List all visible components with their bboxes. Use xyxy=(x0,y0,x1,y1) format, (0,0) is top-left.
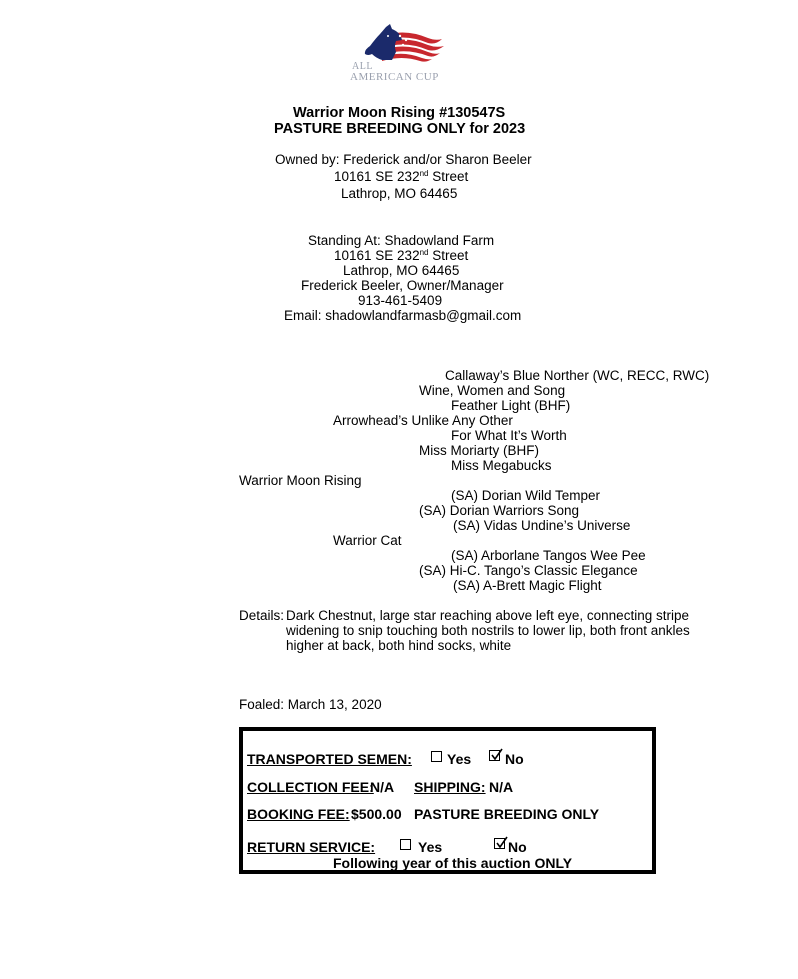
pedigree-sire-dam-dam: Miss Megabucks xyxy=(451,458,552,473)
pedigree-dam-dam-dam: (SA) A-Brett Magic Flight xyxy=(453,578,602,593)
owner-label: Owned by: Frederick and/or Sharon Beeler xyxy=(275,152,532,167)
return-yes-checkbox[interactable] xyxy=(400,839,411,850)
owner-street: 10161 SE 232nd Street xyxy=(334,169,469,184)
foaled-date: Foaled: March 13, 2020 xyxy=(239,697,382,712)
transported-no-checkbox[interactable] xyxy=(489,750,500,761)
pedigree-dam-dam-sire: (SA) Arborlane Tangos Wee Pee xyxy=(451,548,646,563)
details-line-2: widening to snip touching both nostrils to lower lip, both front ankles xyxy=(286,623,690,638)
horse-title: Warrior Moon Rising #130547S xyxy=(293,105,506,121)
pedigree-sire: Arrowhead’s Unlike Any Other xyxy=(333,413,513,428)
pedigree-sire-sire: Wine, Women and Song xyxy=(419,383,566,398)
pedigree-dam-dam: (SA) Hi-C. Tango’s Classic Elegance xyxy=(419,563,638,578)
standing-city: Lathrop, MO 64465 xyxy=(343,263,460,278)
logo-line-american-cup: AMERICAN CUP xyxy=(350,71,439,83)
return-no-label: No xyxy=(508,839,527,855)
standing-manager: Frederick Beeler, Owner/Manager xyxy=(301,278,504,293)
transported-yes-checkbox[interactable] xyxy=(431,751,442,762)
booking-fee-label: BOOKING FEE: xyxy=(247,806,350,822)
booking-note: PASTURE BREEDING ONLY xyxy=(414,806,600,822)
standing-email: Email: shadowlandfarmasb@gmail.com xyxy=(284,308,522,323)
pedigree-dam: Warrior Cat xyxy=(333,533,402,548)
booking-fee-value: $500.00 xyxy=(351,806,402,822)
return-service-label: RETURN SERVICE: xyxy=(247,839,376,855)
breeding-subtitle: PASTURE BREEDING ONLY for 2023 xyxy=(274,121,526,137)
pedigree-horse: Warrior Moon Rising xyxy=(239,473,362,488)
transported-semen-label: TRANSPORTED SEMEN: xyxy=(247,751,412,767)
details-line-1: Dark Chestnut, large star reaching above left eye, connecting stripe xyxy=(286,608,689,623)
checkmark-icon xyxy=(495,836,509,850)
shipping-value: N/A xyxy=(489,779,514,795)
pedigree-sire-sire-sire: Callaway’s Blue Norther (WC, RECC, RWC) xyxy=(445,368,710,383)
transported-no-label: No xyxy=(505,751,524,767)
pedigree-dam-sire-dam: (SA) Vidas Undine’s Universe xyxy=(453,518,631,533)
pedigree-sire-dam: Miss Moriarty (BHF) xyxy=(419,443,539,458)
collection-fee-label: COLLECTION FEE: xyxy=(247,779,374,795)
pedigree-sire-dam-sire: For What It’s Worth xyxy=(451,428,567,443)
standing-phone: 913-461-5409 xyxy=(358,293,443,308)
pedigree-dam-sire-sire: (SA) Dorian Wild Temper xyxy=(451,488,601,503)
fee-box xyxy=(239,727,656,874)
standing-label: Standing At: Shadowland Farm xyxy=(308,233,495,248)
return-yes-label: Yes xyxy=(418,839,443,855)
collection-fee-value: N/A xyxy=(370,779,395,795)
checkmark-icon xyxy=(490,748,504,762)
shipping-label: SHIPPING: xyxy=(414,779,486,795)
details-line-3: higher at back, both hind socks, white xyxy=(286,638,512,653)
owner-city: Lathrop, MO 64465 xyxy=(341,186,458,201)
return-service-note: Following year of this auction ONLY xyxy=(333,855,573,871)
return-no-checkbox[interactable] xyxy=(494,838,505,849)
details-label: Details: xyxy=(239,608,285,623)
pedigree-dam-sire: (SA) Dorian Warriors Song xyxy=(419,503,580,518)
standing-street: 10161 SE 232nd Street xyxy=(334,248,469,263)
pedigree-sire-sire-dam: Feather Light (BHF) xyxy=(451,398,571,413)
all-american-cup-logo xyxy=(350,24,450,84)
transported-yes-label: Yes xyxy=(447,751,472,767)
logo-line-all: ALL xyxy=(352,61,373,72)
